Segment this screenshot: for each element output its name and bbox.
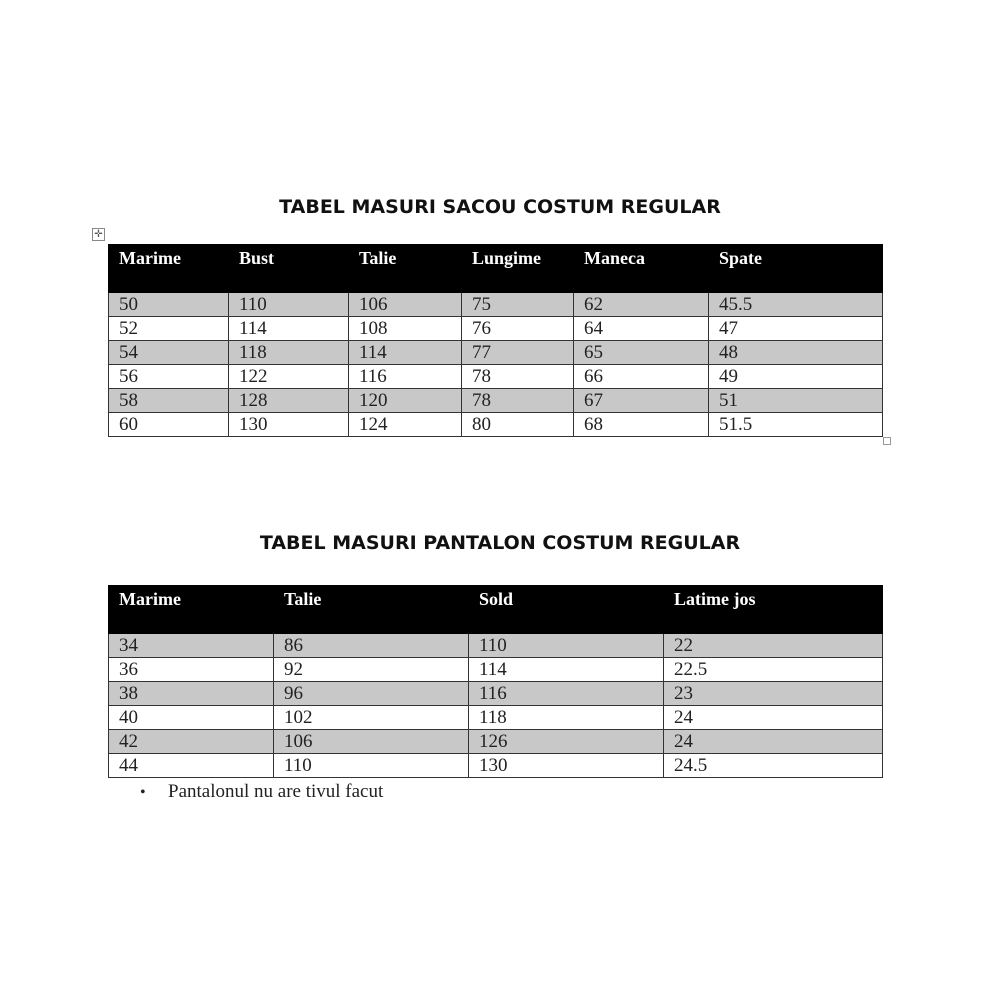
table-cell: 78 <box>462 365 574 389</box>
table-cell: 118 <box>469 706 664 730</box>
table-cell: 56 <box>109 365 229 389</box>
table-cell: 60 <box>109 413 229 437</box>
table-cell: 38 <box>109 682 274 706</box>
table-cell: 34 <box>109 634 274 658</box>
header-cell: Bust <box>229 245 349 293</box>
table-cell: 122 <box>229 365 349 389</box>
table-cell: 22 <box>664 634 883 658</box>
table-cell: 23 <box>664 682 883 706</box>
table-cell: 24 <box>664 706 883 730</box>
table-row <box>109 293 883 317</box>
pants-table-title: TABEL MASURI PANTALON COSTUM REGULAR <box>259 532 741 554</box>
table-cell: 49 <box>709 365 883 389</box>
table-cell: 75 <box>462 293 574 317</box>
table-row <box>109 754 883 778</box>
table-cell: 58 <box>109 389 229 413</box>
table-row <box>109 341 883 365</box>
table-cell: 40 <box>109 706 274 730</box>
bullet-icon: • <box>140 784 146 801</box>
table-cell: 130 <box>469 754 664 778</box>
table-cell: 44 <box>109 754 274 778</box>
table-cell: 124 <box>349 413 462 437</box>
table-cell: 48 <box>709 341 883 365</box>
table-cell: 80 <box>462 413 574 437</box>
table-cell: 118 <box>229 341 349 365</box>
table-row <box>109 413 883 437</box>
table-cell: 96 <box>274 682 469 706</box>
table-cell: 54 <box>109 341 229 365</box>
table-cell: 66 <box>574 365 709 389</box>
table-cell: 51.5 <box>709 413 883 437</box>
table-cell: 22.5 <box>664 658 883 682</box>
table-cell: 42 <box>109 730 274 754</box>
header-cell: Spate <box>709 245 883 293</box>
header-cell: Marime <box>109 245 229 293</box>
table-cell: 78 <box>462 389 574 413</box>
table-cell: 50 <box>109 293 229 317</box>
table-cell: 64 <box>574 317 709 341</box>
table-cell: 62 <box>574 293 709 317</box>
table-row <box>109 365 883 389</box>
table-cell: 47 <box>709 317 883 341</box>
table-cell: 128 <box>229 389 349 413</box>
table-cell: 120 <box>349 389 462 413</box>
table-cell: 106 <box>349 293 462 317</box>
jacket-table-title: TABEL MASURI SACOU COSTUM REGULAR <box>279 196 721 218</box>
jacket-size-table <box>108 244 883 437</box>
table-move-handle-icon[interactable]: ✛ <box>92 228 105 241</box>
table-cell: 24 <box>664 730 883 754</box>
table-cell: 77 <box>462 341 574 365</box>
table-cell: 51 <box>709 389 883 413</box>
table-cell: 102 <box>274 706 469 730</box>
table-row <box>109 634 883 658</box>
table-cell: 45.5 <box>709 293 883 317</box>
pants-size-table <box>108 585 883 778</box>
table-cell: 110 <box>274 754 469 778</box>
table-cell: 65 <box>574 341 709 365</box>
table-cell: 114 <box>229 317 349 341</box>
table-row <box>109 317 883 341</box>
table-row <box>109 730 883 754</box>
header-cell: Maneca <box>574 245 709 293</box>
header-cell: Talie <box>274 586 469 634</box>
table-cell: 106 <box>274 730 469 754</box>
header-cell: Marime <box>109 586 274 634</box>
note-text: Pantalonul nu are tivul facut <box>168 781 384 802</box>
header-cell: Lungime <box>462 245 574 293</box>
table-cell: 114 <box>469 658 664 682</box>
table-cell: 52 <box>109 317 229 341</box>
table-row <box>109 706 883 730</box>
table-cell: 24.5 <box>664 754 883 778</box>
table-row <box>109 682 883 706</box>
table-cell: 114 <box>349 341 462 365</box>
table-cell: 108 <box>349 317 462 341</box>
table-cell: 68 <box>574 413 709 437</box>
table-cell: 116 <box>349 365 462 389</box>
header-cell: Talie <box>349 245 462 293</box>
note-list-item <box>140 781 383 803</box>
table-cell: 110 <box>229 293 349 317</box>
table-cell: 92 <box>274 658 469 682</box>
table-row <box>109 658 883 682</box>
table-cell: 86 <box>274 634 469 658</box>
table-cell: 67 <box>574 389 709 413</box>
table-cell: 110 <box>469 634 664 658</box>
table-header-row <box>109 586 883 634</box>
table-cell: 126 <box>469 730 664 754</box>
table-cell: 130 <box>229 413 349 437</box>
table-resize-handle-icon[interactable] <box>883 437 891 445</box>
table-cell: 76 <box>462 317 574 341</box>
header-cell: Sold <box>469 586 664 634</box>
table-cell: 36 <box>109 658 274 682</box>
table-row <box>109 389 883 413</box>
table-header-row <box>109 245 883 293</box>
header-cell: Latime jos <box>664 586 883 634</box>
table-cell: 116 <box>469 682 664 706</box>
